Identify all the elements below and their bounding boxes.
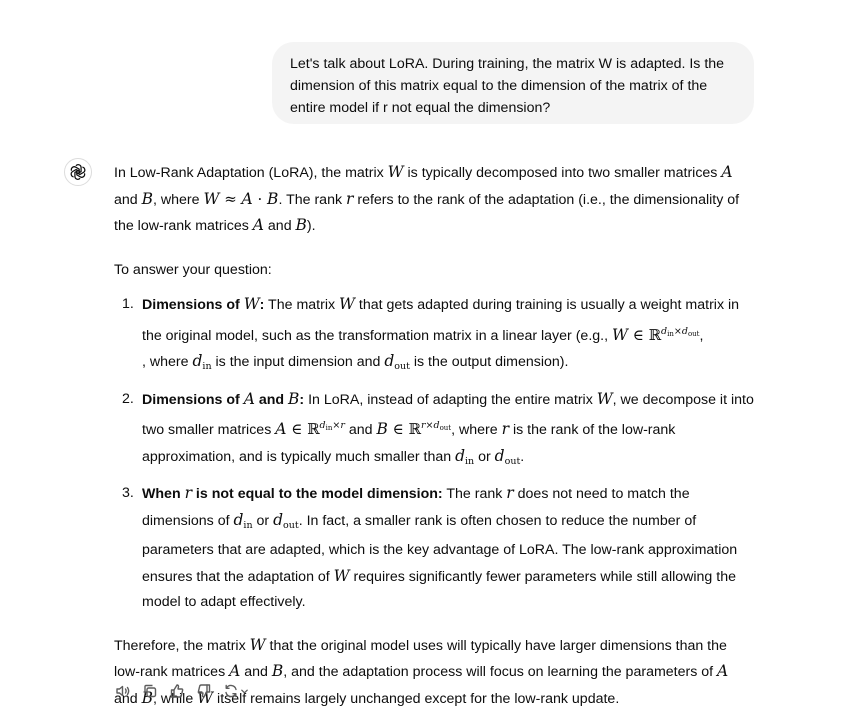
- chevron-down-icon: [240, 687, 249, 696]
- copy-icon[interactable]: [141, 682, 159, 700]
- assistant-message: [114, 160, 754, 712]
- regenerate-button[interactable]: [222, 682, 250, 700]
- intro-paragraph: In Low-Rank Adaptation (LoRA), the matrix W is typically decomposed into two smaller matrices A and B, where W ≈ A · B. The rank r refers to the rank of the adaptation (i.e., the dimensionality of the low-rank matrices A and B).: [114, 163, 740, 234]
- list-item-dimensions-of-a-and-b: 2. Dimensions of A and B: In LoRA, instead of adapting the entire matrix W, we decompose it into two smaller matrices A ∈ ℝ$^{din\times r}$ and B ∈ ℝ$^{r\times dout}$, where r is the rank of the low-rank approximation, and is typically much smaller than $d_{in}$ or $d_{out}$.: [122, 389, 754, 467]
- openai-logo-icon: [64, 158, 92, 186]
- answer-list: [114, 292, 754, 616]
- conclusion-paragraph: Therefore, the matrix W that the original model uses will typically have larger dimensions than the low-rank matrices A and B, and the adaptation process will focus on learning the parameters of A and B, while W itself remains largely unchanged except for the low-rank update.: [114, 635, 729, 707]
- user-message-text: Let's talk about LoRA. During training, the matrix W is adapted. Is the dimension of this matrix equal to the dimension of the matrix of the entire model if r not equal the dimension?: [290, 56, 725, 116]
- thumbs-up-icon[interactable]: [168, 682, 186, 700]
- user-message-bubble: [272, 42, 754, 124]
- regenerate-icon: [223, 683, 239, 699]
- answer-intro-line: To answer your question:: [114, 261, 272, 278]
- message-actions-bar: [114, 682, 250, 700]
- thumbs-down-icon[interactable]: [195, 682, 213, 700]
- list-item-when-r-not-equal: 3. When r is not equal to the model dimension: The rank r does not need to match the dimensions of $d_{in}$ or $d_{out}$. In fact, a smaller rank is often chosen to reduce the number of parameters that are adapted, which is the key advantage of LoRA. The low-rank approximation ensures that the adaptation of W requires significantly fewer parameters while still allowing the model to adapt effectively.: [122, 484, 738, 610]
- speaker-icon[interactable]: [114, 682, 132, 700]
- list-item-dimensions-of-w: 1. Dimensions of W: The matrix W that gets adapted during training is usually a weight matrix in the original model, such as the transformation matrix in a linear layer (e.g., W ∈ ℝ$^{din\times dout}$, , where $d_{in}$ is the input dimension and $d_{out}$ is the output dimension).: [122, 295, 740, 372]
